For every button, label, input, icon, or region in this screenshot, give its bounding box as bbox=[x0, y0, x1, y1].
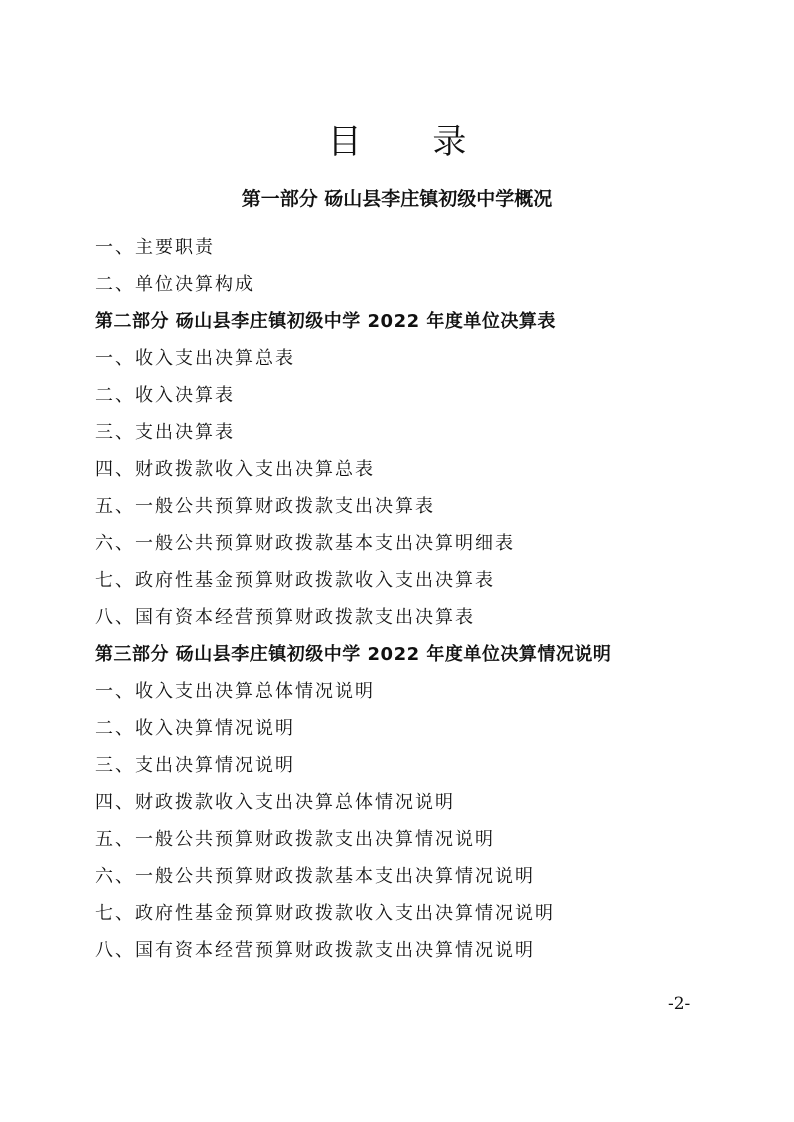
part3-heading: 第三部分 砀山县李庄镇初级中学 2022 年度单位决算情况说明 bbox=[95, 644, 612, 665]
toc-item: 三、支出决算情况说明 bbox=[95, 755, 295, 776]
table-of-contents bbox=[95, 229, 735, 969]
page-title: 目 录 bbox=[327, 122, 497, 162]
toc-item: 二、收入决算情况说明 bbox=[95, 718, 295, 739]
toc-item: 四、财政拨款收入支出决算总表 bbox=[95, 459, 375, 480]
toc-item: 一、收入支出决算总体情况说明 bbox=[95, 681, 375, 702]
toc-item: 六、一般公共预算财政拨款基本支出决算明细表 bbox=[95, 533, 515, 554]
toc-item: 五、一般公共预算财政拨款支出决算情况说明 bbox=[95, 829, 495, 850]
part2-heading: 第二部分 砀山县李庄镇初级中学 2022 年度单位决算表 bbox=[95, 311, 556, 332]
toc-item: 一、收入支出决算总表 bbox=[95, 348, 295, 369]
toc-item: 三、支出决算表 bbox=[95, 422, 235, 443]
toc-item: 五、一般公共预算财政拨款支出决算表 bbox=[95, 496, 435, 517]
toc-item: 七、政府性基金预算财政拨款收入支出决算情况说明 bbox=[95, 903, 555, 924]
toc-item: 六、一般公共预算财政拨款基本支出决算情况说明 bbox=[95, 866, 535, 887]
toc-item: 四、财政拨款收入支出决算总体情况说明 bbox=[95, 792, 455, 813]
toc-item: 七、政府性基金预算财政拨款收入支出决算表 bbox=[95, 570, 495, 591]
toc-item: 二、收入决算表 bbox=[95, 385, 235, 406]
toc-item: 一、主要职责 bbox=[95, 237, 215, 258]
part1-heading: 第一部分 砀山县李庄镇初级中学概况 bbox=[241, 188, 553, 210]
page-number: -2- bbox=[668, 994, 691, 1014]
toc-item: 八、国有资本经营预算财政拨款支出决算表 bbox=[95, 607, 475, 628]
toc-item: 二、单位决算构成 bbox=[95, 274, 255, 295]
toc-item: 八、国有资本经营预算财政拨款支出决算情况说明 bbox=[95, 940, 535, 961]
